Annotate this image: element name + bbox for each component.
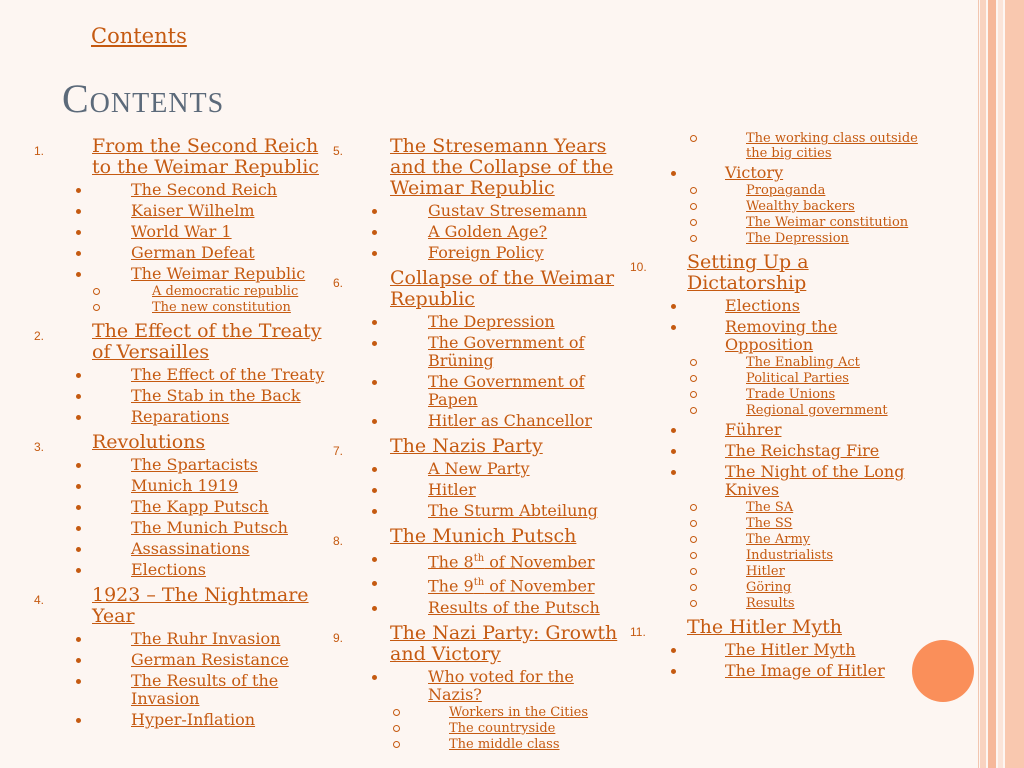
topic-list-item <box>0 672 330 708</box>
bullet-icon <box>372 251 377 256</box>
topic-link[interactable]: The Munich Putsch <box>131 518 288 537</box>
topic-list-item <box>0 498 330 516</box>
contents-section <box>330 526 630 617</box>
topic-list-item <box>0 202 330 220</box>
hollow-bullet-icon <box>690 391 697 398</box>
topic-list-item <box>628 662 918 680</box>
section-title-link[interactable]: The Nazi Party: Growth and Victory <box>390 621 618 665</box>
hollow-bullet-icon <box>690 375 697 382</box>
section-number: 3. <box>34 440 45 454</box>
topic-link[interactable]: Hitler as Chancellor <box>428 411 592 430</box>
bullet-icon <box>76 658 81 663</box>
topic-link[interactable]: The Stab in the Back <box>131 386 301 405</box>
bullet-icon <box>76 251 81 256</box>
topic-link[interactable]: The Ruhr Invasion <box>131 629 281 648</box>
hollow-bullet-icon <box>690 187 697 194</box>
topic-list <box>330 550 630 617</box>
subtopic-link[interactable]: The Army <box>746 532 811 547</box>
topic-list-item <box>0 265 330 315</box>
topic-list-item <box>628 421 918 439</box>
topic-list-item <box>0 651 330 669</box>
topic-list <box>330 460 630 520</box>
sub-list-item <box>0 300 330 315</box>
sub-list-item <box>628 371 918 386</box>
hollow-bullet-icon <box>690 219 697 226</box>
topic-list <box>0 630 330 729</box>
topic-link[interactable]: Hitler <box>428 480 476 499</box>
sub-list <box>628 131 918 161</box>
sub-list-item <box>0 284 330 299</box>
section-title-link[interactable]: The Munich Putsch <box>390 525 577 547</box>
hollow-bullet-icon <box>690 536 697 543</box>
topic-list-item <box>0 711 330 729</box>
contents-section <box>0 585 330 729</box>
bullet-icon <box>76 568 81 573</box>
topic-link[interactable]: Assassinations <box>131 539 250 558</box>
topic-list <box>0 366 330 426</box>
topic-link[interactable]: The Second Reich <box>131 180 278 199</box>
contents-section <box>628 617 918 680</box>
contents-link[interactable]: Contents <box>91 24 187 48</box>
topic-list-item <box>330 550 630 571</box>
subtopic-link[interactable]: The SA <box>746 500 794 515</box>
bullet-icon <box>76 547 81 552</box>
topic-link[interactable]: The Spartacists <box>131 455 258 474</box>
topic-link[interactable]: Victory <box>725 163 784 182</box>
contents-section <box>0 432 330 579</box>
section-title-link[interactable]: The Hitler Myth <box>687 616 842 638</box>
topic-list-item <box>0 366 330 384</box>
topic-list-item <box>330 412 630 430</box>
bullet-icon <box>372 509 377 514</box>
topic-list-item <box>628 297 918 315</box>
bullet-icon <box>372 209 377 214</box>
bullet-icon <box>671 648 676 653</box>
topic-link[interactable]: Removing the Opposition <box>725 317 838 354</box>
sub-list <box>628 355 918 418</box>
topic-list-item <box>0 223 330 241</box>
topic-link[interactable]: The Depression <box>428 312 555 331</box>
bullet-icon <box>372 320 377 325</box>
sub-list-item <box>628 532 918 547</box>
topic-list-item <box>0 561 330 579</box>
section-number: 10. <box>630 260 647 274</box>
topic-link[interactable]: The Sturm Abteilung <box>428 501 598 520</box>
topic-list-item <box>0 630 330 648</box>
bullet-icon <box>76 718 81 723</box>
section-title-link[interactable]: From the Second Reich to the Weimar Republic <box>92 135 319 178</box>
topic-link[interactable]: Elections <box>131 560 206 579</box>
subtopic-link[interactable]: Wealthy backers <box>746 199 855 214</box>
contents-section <box>330 136 630 262</box>
topic-list-item <box>0 519 330 537</box>
section-number: 7. <box>333 444 344 458</box>
section-number: 2. <box>34 329 45 343</box>
sub-list-item <box>628 548 918 563</box>
subtopic-link[interactable]: Trade Unions <box>746 387 836 402</box>
topic-link[interactable]: The Weimar Republic <box>131 264 306 283</box>
hollow-bullet-icon <box>93 288 100 295</box>
contents-section <box>330 436 630 520</box>
frame-line <box>978 0 979 768</box>
hollow-bullet-icon <box>690 359 697 366</box>
bullet-icon <box>671 171 676 176</box>
subtopic-link[interactable]: The working class outside the big cities <box>746 131 918 161</box>
topic-link[interactable]: Foreign Policy <box>428 243 544 262</box>
section-title-link[interactable]: Collapse of the Weimar Republic <box>390 267 615 310</box>
topic-link[interactable]: A New Party <box>428 459 530 478</box>
topic-list-item <box>330 244 630 262</box>
section-number: 4. <box>34 593 45 607</box>
hollow-bullet-icon <box>393 709 400 716</box>
topic-list-item <box>0 181 330 199</box>
topic-link[interactable]: The Night of the Long Knives <box>725 462 905 499</box>
subtopic-link[interactable]: The Weimar constitution <box>746 215 909 230</box>
topic-list-item <box>330 202 630 220</box>
stripe <box>988 0 996 768</box>
section-number: 8. <box>333 534 344 548</box>
topic-list-item <box>330 599 630 617</box>
subtopic-link[interactable]: Propaganda <box>746 183 826 198</box>
bullet-icon <box>671 669 676 674</box>
contents-column-3 <box>628 130 918 683</box>
topic-link[interactable]: Elections <box>725 296 800 315</box>
topic-link[interactable]: The Reichstag Fire <box>725 441 880 460</box>
topic-list-item <box>628 463 918 611</box>
topic-list <box>330 668 630 752</box>
section-number: 6. <box>333 276 344 290</box>
bullet-icon <box>372 419 377 424</box>
contents-section <box>0 321 330 426</box>
topic-list <box>330 202 630 262</box>
hollow-bullet-icon <box>690 568 697 575</box>
topic-link[interactable]: The Results of the Invasion <box>131 671 279 708</box>
sub-list <box>0 284 330 315</box>
bullet-icon <box>76 463 81 468</box>
topic-link[interactable]: Gustav Stresemann <box>428 201 587 220</box>
subtopic-link[interactable]: The new constitution <box>152 300 291 315</box>
topic-list-item <box>628 641 918 659</box>
bullet-icon <box>76 394 81 399</box>
topic-list-item <box>0 456 330 474</box>
bullet-icon <box>372 581 377 586</box>
section-number: 9. <box>333 630 344 645</box>
sub-list-item <box>628 580 918 595</box>
topic-list-item <box>0 244 330 262</box>
decorative-circle <box>912 640 974 702</box>
sub-list-item <box>330 721 630 736</box>
section-title-link[interactable]: 1923 – The Nightmare Year <box>92 584 309 627</box>
topic-link[interactable]: Munich 1919 <box>131 476 239 495</box>
section-number: 1. <box>34 144 45 158</box>
hollow-bullet-icon <box>690 552 697 559</box>
section-title-link[interactable]: The Stresemann Years and the Collapse of the Weimar Republic <box>390 135 614 199</box>
stripe <box>980 0 986 768</box>
bullet-icon <box>671 470 676 475</box>
subtopic-link[interactable]: The Depression <box>746 231 849 246</box>
page-title: Contents <box>62 76 225 121</box>
bullet-icon <box>76 373 81 378</box>
topic-list-item <box>330 334 630 370</box>
topic-link[interactable]: Results of the Putsch <box>428 597 600 617</box>
sub-list-item <box>628 387 918 402</box>
contents-section <box>0 136 330 315</box>
topic-link[interactable]: The 9th of November <box>428 576 595 596</box>
subtopic-link[interactable]: Göring <box>746 580 792 595</box>
subtopic-link[interactable]: A democratic republic <box>152 284 299 299</box>
subtopic-link[interactable]: Workers in the Cities <box>449 704 589 720</box>
topic-list-item <box>330 502 630 520</box>
sub-list-item <box>330 737 630 752</box>
topic-list <box>0 181 330 315</box>
topic-link[interactable]: A Golden Age? <box>428 222 548 241</box>
topic-link[interactable]: The Effect of the Treaty <box>131 365 325 384</box>
topic-list-item <box>0 540 330 558</box>
topic-list <box>628 164 918 246</box>
topic-link[interactable]: The Government of Papen <box>428 372 585 409</box>
bullet-icon <box>372 467 377 472</box>
topic-link[interactable]: Reparations <box>131 407 230 426</box>
subtopic-link[interactable]: Regional government <box>746 403 888 418</box>
bullet-icon <box>372 675 377 680</box>
subtopic-link[interactable]: The middle class <box>449 736 560 752</box>
topic-list-item <box>330 373 630 409</box>
topic-link[interactable]: Führer <box>725 420 782 439</box>
topic-list-item <box>330 574 630 595</box>
section-title-link[interactable]: The Nazis Party <box>390 435 543 457</box>
sub-list-item <box>628 403 918 418</box>
bullet-icon <box>76 637 81 642</box>
topic-list <box>330 313 630 430</box>
hollow-bullet-icon <box>690 584 697 591</box>
topic-link[interactable]: World War 1 <box>131 222 232 241</box>
section-number: 11. <box>630 625 646 639</box>
ordinal-suffix: th <box>473 553 485 564</box>
subtopic-link[interactable]: Hitler <box>746 564 785 579</box>
topic-link[interactable]: German Defeat <box>131 243 255 262</box>
subtopic-link[interactable]: Political Parties <box>746 371 849 386</box>
bullet-icon <box>76 526 81 531</box>
subtopic-link[interactable]: The countryside <box>449 720 556 736</box>
sub-list <box>628 500 918 611</box>
topic-link[interactable]: The Hitler Myth <box>725 640 856 659</box>
subtopic-link[interactable]: Results <box>746 596 795 611</box>
topic-list <box>628 641 918 680</box>
bullet-icon <box>76 415 81 420</box>
sub-list-item <box>628 131 918 161</box>
bullet-icon <box>76 272 81 277</box>
topic-link[interactable]: The 8th of November <box>428 552 595 572</box>
topic-list-item <box>330 668 630 752</box>
section-title-link[interactable]: Setting Up a Dictatorship <box>687 251 809 294</box>
topic-list-item <box>0 477 330 495</box>
topic-link[interactable]: Who voted for the Nazis? <box>428 666 574 704</box>
bullet-icon <box>76 679 81 684</box>
section-title-link[interactable]: Revolutions <box>92 431 206 453</box>
sub-list-item <box>628 355 918 370</box>
sub-list <box>330 705 630 752</box>
topic-link[interactable]: German Resistance <box>131 650 289 669</box>
hollow-bullet-icon <box>690 407 697 414</box>
topic-list-item <box>330 223 630 241</box>
bullet-icon <box>76 230 81 235</box>
topic-list-item <box>628 318 918 418</box>
topic-link[interactable]: Kaiser Wilhelm <box>131 201 255 220</box>
hollow-bullet-icon <box>690 520 697 527</box>
section-title-link[interactable]: The Effect of the Treaty of Versailles <box>92 320 322 363</box>
bullet-icon <box>372 606 377 611</box>
bullet-icon <box>671 428 676 433</box>
contents-column-1 <box>0 130 330 732</box>
contents-section <box>330 623 630 752</box>
section-number: 5. <box>333 144 344 158</box>
subtopic-link[interactable]: Industrialists <box>746 548 834 563</box>
topic-list-item <box>330 481 630 499</box>
hollow-bullet-icon <box>690 135 697 142</box>
sub-list-item <box>628 183 918 198</box>
hollow-bullet-icon <box>393 725 400 732</box>
ordinal-suffix: th <box>473 577 485 589</box>
topic-link[interactable]: The Image of Hitler <box>725 661 885 680</box>
topic-list-item <box>628 442 918 460</box>
bullet-icon <box>372 230 377 235</box>
topic-list <box>0 456 330 579</box>
stripe <box>998 0 1003 768</box>
topic-list-item <box>330 460 630 478</box>
bullet-icon <box>671 449 676 454</box>
sub-list-item <box>628 231 918 246</box>
topic-link[interactable]: The Kapp Putsch <box>131 497 269 516</box>
hollow-bullet-icon <box>690 504 697 511</box>
topic-link[interactable]: Hyper-Inflation <box>131 710 256 729</box>
contents-column-2 <box>330 130 630 755</box>
bullet-icon <box>372 380 377 385</box>
bullet-icon <box>372 557 377 562</box>
sub-list-item <box>628 564 918 579</box>
sub-list-item <box>628 500 918 515</box>
sub-list-item <box>628 199 918 214</box>
subtopic-link[interactable]: The Enabling Act <box>746 355 860 370</box>
stripe <box>1005 0 1024 768</box>
bullet-icon <box>671 304 676 309</box>
sub-list-item <box>628 215 918 230</box>
hollow-bullet-icon <box>393 741 400 748</box>
bullet-icon <box>76 505 81 510</box>
topic-list-item <box>330 313 630 331</box>
sub-list <box>628 183 918 246</box>
hollow-bullet-icon <box>690 600 697 607</box>
sub-list-item <box>628 516 918 531</box>
subtopic-link[interactable]: The SS <box>746 516 793 531</box>
topic-list-item <box>0 408 330 426</box>
bullet-icon <box>76 209 81 214</box>
bullet-icon <box>76 188 81 193</box>
hollow-bullet-icon <box>690 235 697 242</box>
bullet-icon <box>372 488 377 493</box>
sub-list-item <box>628 596 918 611</box>
bullet-icon <box>671 325 676 330</box>
bullet-icon <box>372 341 377 346</box>
sub-list-item <box>330 705 630 720</box>
hollow-bullet-icon <box>690 203 697 210</box>
hollow-bullet-icon <box>93 304 100 311</box>
contents-section <box>330 268 630 430</box>
topic-list <box>628 297 918 611</box>
topic-link[interactable]: The Government of Brüning <box>428 333 585 370</box>
contents-section <box>628 252 918 611</box>
topic-list-item <box>0 387 330 405</box>
topic-list-item <box>628 164 918 246</box>
bullet-icon <box>76 484 81 489</box>
decorative-stripes <box>980 0 1024 768</box>
